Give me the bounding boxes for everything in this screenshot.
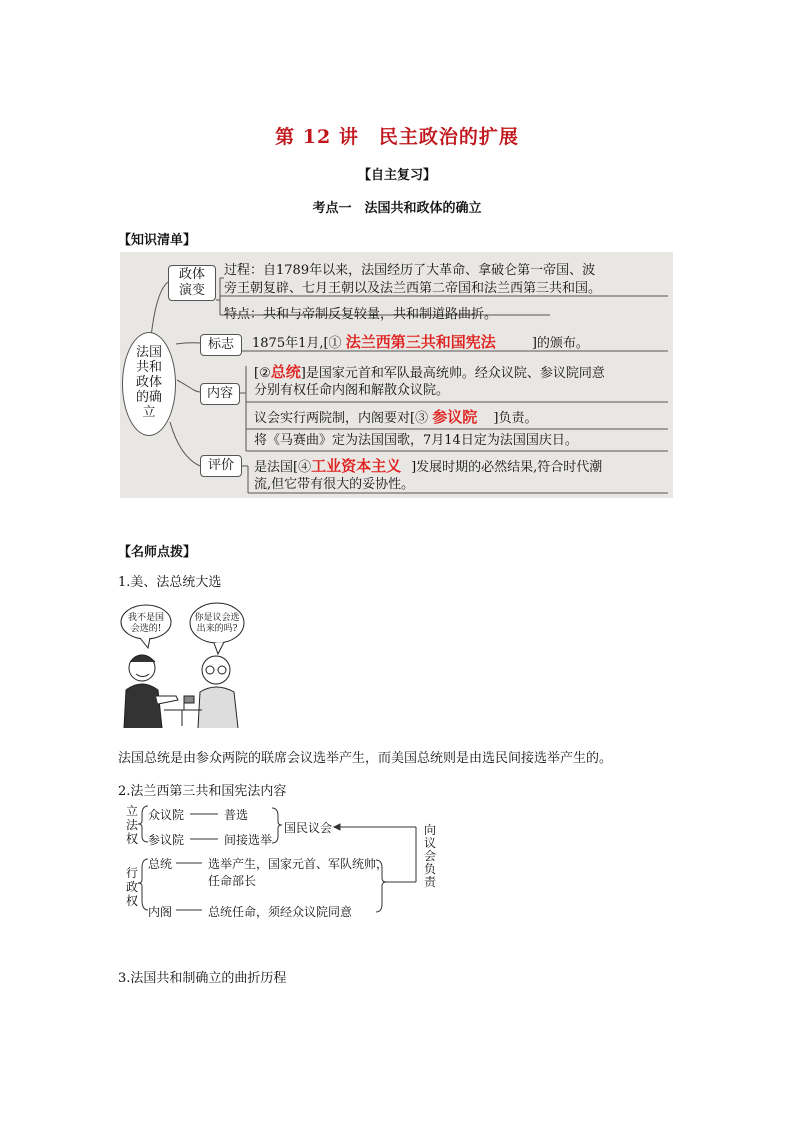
answer-4: 工业资本主义 xyxy=(311,458,402,475)
house-note: 普选 xyxy=(224,808,249,822)
content-line-1: [②总统]是国家元首和军队最高统帅。经众议院、参议院同意 xyxy=(254,364,605,381)
sign-post: ]的颁布。 xyxy=(531,336,589,351)
node-evolution: 政体演变 xyxy=(168,265,216,301)
executive-label: 行政权 xyxy=(126,866,139,908)
president-label: 总统 xyxy=(148,857,173,871)
senate-note: 间接选举 xyxy=(224,833,273,847)
process-line-2: 旁王朝复辟、七月王朝以及法兰西第二帝国和法兰西第三共和国。 xyxy=(224,281,602,296)
eval-line-2: 流,但它带有很大的妥协性。 xyxy=(254,477,415,492)
item-1-text: 法国总统是由参众两院的联席会议选举产生，而美国总统则是由选民间接选举产生的。 xyxy=(118,751,613,766)
constitution-diagram xyxy=(126,800,446,925)
cartoon-illustration xyxy=(118,600,246,730)
cartoon-drawing xyxy=(118,600,246,730)
house-label: 众议院 xyxy=(148,808,185,822)
item-3-heading: 3.法国共和制确立的曲折历程 xyxy=(118,971,287,986)
legislative-label: 立法权 xyxy=(126,804,139,846)
content-line-3: 议会实行两院制，内阁要对[③ 参议院 ]负责。 xyxy=(254,409,538,426)
bubble-left-line2: 会选的! xyxy=(130,624,162,634)
item-2-heading: 2.法兰西第三共和国宪法内容 xyxy=(118,784,287,799)
item-1-heading: 1.美、法总统大选 xyxy=(118,575,222,590)
bubble-right-line2: 出来的吗? xyxy=(196,624,238,634)
bubble-left-line1: 我不是国 xyxy=(127,613,165,623)
answer-3: 参议院 xyxy=(432,409,478,426)
assembly-label: 国民议会 xyxy=(284,821,333,835)
topic-heading: 考点一 法国共和政体的确立 xyxy=(312,201,482,216)
center-node: 法国共和政体的确立 xyxy=(122,332,176,436)
knowledge-list-heading: 【知识清单】 xyxy=(118,233,197,248)
page-title: 第 12 讲 民主政治的扩展 xyxy=(275,126,519,148)
process-line-1: 过程：自1789年以来，法国经历了大革命、拿破仑第一帝国、波 xyxy=(224,263,596,278)
content-line-4: 将《马赛曲》定为法国国歌，7月14日定为法国国庆日。 xyxy=(254,433,578,448)
mind-map xyxy=(120,252,673,498)
responsible-label: 向议会负责 xyxy=(424,823,437,889)
teacher-tips-heading: 【名师点拨】 xyxy=(118,545,197,560)
answer-1: 法兰西第三共和国宪法 xyxy=(345,334,496,351)
content-line-2: 分别有权任命内阁和解散众议院。 xyxy=(254,383,450,398)
section-heading-self-review: 【自主复习】 xyxy=(357,168,436,183)
eval-line-1: 是法国[④工业资本主义 ]发展时期的必然结果,符合时代潮 xyxy=(254,458,603,475)
cabinet-note: 总统任命，须经众议院同意 xyxy=(208,905,353,919)
node-sign: 标志 xyxy=(200,334,242,356)
bubble-right-line1: 你是议会选 xyxy=(194,613,240,623)
node-evaluation: 评价 xyxy=(200,455,242,477)
feature-line: 特点：共和与帝制反复较量，共和制道路曲折。 xyxy=(224,307,498,322)
node-content: 内容 xyxy=(200,383,240,405)
president-note-1: 选举产生，国家元首、军队统帅， xyxy=(208,857,389,871)
cabinet-label: 内阁 xyxy=(148,905,173,919)
senate-label: 参议院 xyxy=(148,833,185,847)
answer-2: 总统 xyxy=(270,364,301,381)
sign-line xyxy=(252,332,589,355)
sign-pre: 1875年1月,[① xyxy=(252,336,342,351)
president-note-2: 任命部长 xyxy=(208,874,257,888)
